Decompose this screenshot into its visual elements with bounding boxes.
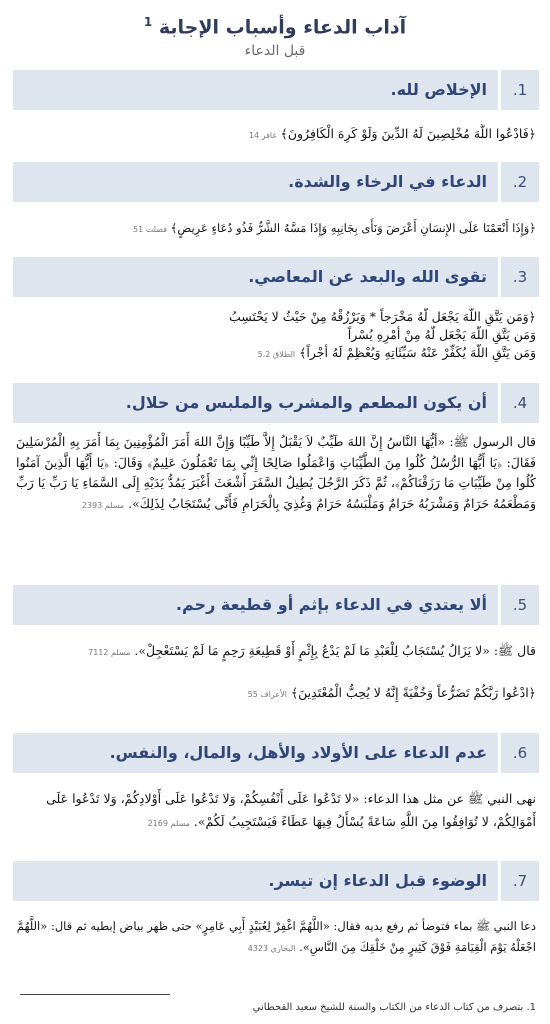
section-heading: عدم الدعاء على الأولاد والأهل، والمال، والنفس.: [109, 743, 487, 762]
section-number: 3.: [498, 257, 539, 297]
verse-line: ﴿وَمَن يَتَّقِ اللَّهَ يَجْعَل لَّهُ مَخْرَجاً * وَيَرْزُقْهُ مِنْ حَيْثُ لا يَحْتَسِبُ: [228, 309, 536, 324]
page-title-text: آداب الدعاء وأسباب الإجابة: [158, 16, 407, 39]
section-heading: الوضوء قبل الدعاء إن تيسر.: [268, 871, 487, 890]
citation: غافر 14: [248, 131, 277, 140]
citation: الأعراف 55: [247, 690, 287, 699]
hadith-paragraph: [16, 787, 536, 835]
verse-line: [16, 344, 536, 364]
section-body-2: [16, 218, 536, 240]
citation: الطلاق 5،2: [257, 350, 296, 359]
citation: مسلم 2169: [147, 819, 190, 828]
section-body-7: [16, 916, 536, 959]
section-header-4: [13, 383, 539, 423]
footnote-marker: 1: [143, 15, 153, 29]
citation: فصلت 51: [132, 225, 167, 234]
section-header-6: [13, 733, 539, 773]
section-header-3: [13, 257, 539, 297]
section-body-6: [16, 787, 536, 835]
verse-line: وَمَن يَتَّقِ اللَّهَ يَجْعَل لَّهُ مِنْ أَمْرِهِ يُسْراً: [347, 327, 536, 342]
section-body-5: [16, 640, 536, 706]
section-heading: ألا يعتدي في الدعاء بإثم أو قطيعة رحم.: [175, 595, 487, 614]
verse-text: ﴿فَادْعُوا اللَّهَ مُخْلِصِينَ لَهُ الدِّينَ وَلَوْ كَرِهَ الْكَافِرُونَ﴾: [280, 126, 536, 141]
section-header-1: [13, 70, 539, 110]
hadith-paragraph: [16, 916, 536, 959]
section-header-7: [13, 861, 539, 901]
section-number: 7.: [498, 861, 539, 901]
verse-text: وَمَن يَتَّقِ اللَّهَ يُكَفِّرْ عَنْهُ سَيِّئَاتِهِ وَيُعْظِمْ لَهُ أَجْراً﴾: [299, 345, 536, 360]
citation: البخاري 4323: [247, 944, 296, 953]
footnote: 1. بتصرف من كتاب الدعاء من الكتاب والسنة للشيخ سعيد القحطاني: [252, 1002, 536, 1013]
section-body-4: [16, 432, 536, 516]
section-header-5: [13, 585, 539, 625]
hadith-text: نهى النبي ﷺ عن مثل هذا الدعاء: «لا تَدْعُوا عَلَى أَنْفُسِكُمْ، وَلا تَدْعُوا عَلَى أَوْلادِكُمْ، وَلا تَدْعُوا عَلَى أَمْوَالِكُمْ، لا تُوَافِقُوا مِنَ اللَّهِ سَاعَةً يُسْأَلُ فِيهَا عَطَاءً فَيَسْتَجِيبُ لَكُمْ».: [46, 791, 536, 829]
citation: مسلم 2393: [81, 500, 125, 510]
section-heading: أن يكون المطعم والمشرب والملبس من حلال.: [125, 393, 487, 412]
section-body-3: [16, 308, 536, 364]
hadith-text: دعا النبي ﷺ بماء فتوضأ ثم رفع يديه فقال: «اللَّهُمَّ اغْفِرْ لِعُبَيْدٍ أَبِي عَامِرٍ» حتى ظهر بياض إبطيه ثم قال: «اللَّهُمَّ اجْعَلْهُ يَوْمَ الْقِيَامَةِ فَوْقَ كَثِيرٍ مِنْ خَلْقِكَ مِنَ النَّاسِ».: [16, 919, 536, 954]
hadith-text: قال ﷺ: «لا يَزَالُ يُسْتَجَابُ لِلْعَبْدِ مَا لَمْ يَدْعُ بِإِثْمٍ أَوْ قَطِيعَةِ رَحِمٍ مَا لَمْ يَسْتَعْجِلْ».: [134, 643, 536, 658]
verse-line: [16, 124, 536, 146]
section-heading: الإخلاص لله.: [390, 80, 487, 99]
hadith-paragraph: [16, 432, 536, 516]
citation: مسلم 7112: [88, 648, 131, 657]
section-number: 2.: [498, 162, 539, 202]
page-subtitle: قبل الدعاء: [244, 43, 306, 59]
verse-text: ﴿وَإِذَا أَنْعَمْنَا عَلَى الإِنسَانِ أَعْرَضَ وَنَأَى بِجَانِبِهِ وَإِذَا مَسَّهُ الشَّرُّ فَذُو دُعَاءٍ عَرِيضٍ﴾: [170, 221, 536, 235]
section-number: 5.: [498, 585, 539, 625]
section-number: 6.: [498, 733, 539, 773]
section-heading: الدعاء في الرخاء والشدة.: [288, 172, 487, 191]
verse-text: ﴿ادْعُوا رَبَّكُمْ تَضَرُّعاً وَخُفْيَةً إِنَّهُ لا يُحِبُّ الْمُعْتَدِينَ﴾: [290, 685, 536, 700]
section-header-2: [13, 162, 539, 202]
section-number: 1.: [498, 70, 539, 110]
page-title: [0, 10, 550, 39]
footnote-divider: [20, 994, 170, 995]
hadith-line: [16, 640, 536, 664]
section-number: 4.: [498, 383, 539, 423]
section-heading: تقوى الله والبعد عن المعاصي.: [248, 267, 487, 286]
verse-line: [16, 682, 536, 706]
section-body-1: [16, 124, 536, 146]
verse-line: [16, 218, 536, 240]
hadith-text: قال الرسول ﷺ: «أيُّهَا النَّاسُ إِنَّ اللهَ طَيِّبٌ لاَ يَقْبَلُ إِلاَّ طَيِّبًا وَإِنَّ اللهَ أَمَرَ الْمُؤْمِنِينَ بِمَا أَمَرَ بِهِ الْمُرْسَلِينَ فَقَالَ: ﴿يَا أَيُّهَا الرُّسُلُ كُلُوا مِنَ الطَّيِّبَاتِ وَاعْمَلُوا صَالِحًا إِنِّي بِمَا تَعْمَلُونَ عَلِيمٌ﴾ وَقَالَ: ﴿يَا أَيُّهَا الَّذِينَ آمَنُوا كُلُوا مِنْ طَيِّبَاتِ مَا رَزَقْنَاكُمْ﴾، ثُمَّ ذَكَرَ الرَّجُلَ يُطِيلُ السَّفَرَ أَشْعَثَ أَغْبَرَ يَمُدُّ يَدَيْهِ إِلَى السَّمَاءِ يَا رَبِّ يَا رَبِّ وَمَطْعَمُهُ حَرَامٌ وَمَشْرَبُهُ حَرَامٌ وَمَلْبَسُهُ حَرَامٌ وَغُذِيَ بِالْحَرَامِ فَأَنَّى يُسْتَجَابُ لِذَلِكَ».: [16, 434, 536, 511]
